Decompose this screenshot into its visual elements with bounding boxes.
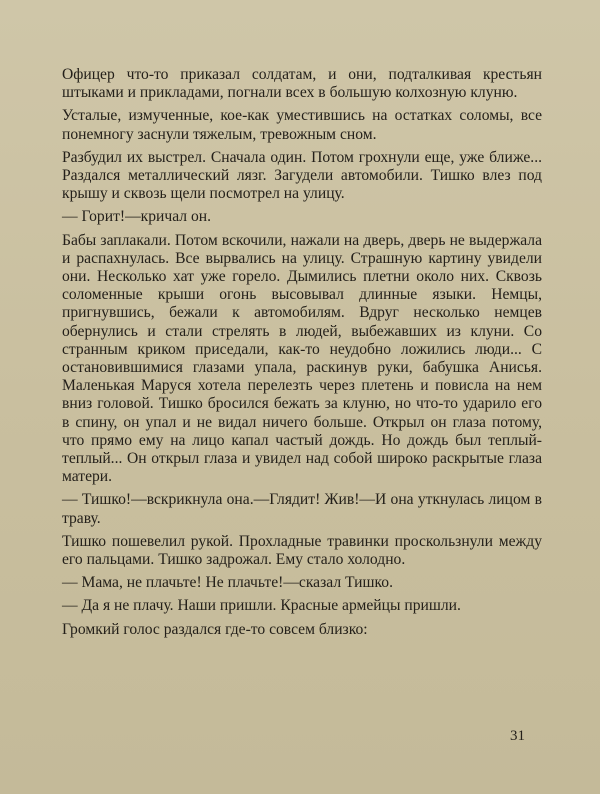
paragraph-2: Усталые, измученные, кое-как уместившись на остатках соломы, все понемногу заснули тяжелым, тревожным сном. [62,107,542,143]
page-number: 31 [510,728,525,744]
paragraph-8: — Мама, не плачьте! Не плачьте!—сказал Тишко. [62,574,393,592]
paragraph-7: Тишко пошевелил рукой. Прохладные травинки проскользнули между его пальцами. Тишко задрожал. Ему стало холодно. [62,532,542,569]
paragraph-1: Офицер что-то приказал солдатам, и они, подталкивая крестьян штыками и прикладами, погнали всех в большую колхозную клуню. [62,66,542,102]
paragraph-6: — Тишко!—вскрикнула она.—Глядит! Жив!—И она уткнулась лицом в траву. [62,491,542,527]
paragraph-10: Громкий голос раздался где-то совсем близко: [62,620,368,638]
paragraph-3: Разбудил их выстрел. Сначала один. Потом грохнули еще, уже ближе... Раздался металлический лязг. Загудели автомобили. Тишко влез под крышу и сквозь щели посмотрел на улицу. [62,148,542,203]
paragraph-4: — Горит!—кричал он. [62,208,212,226]
page-text [62,66,542,644]
paragraph-9: — Да я не плачу. Наши пришли. Красные армейцы пришли. [62,597,461,615]
paragraph-5: Бабы заплакали. Потом вскочили, нажали на дверь, дверь не выдержала и распахнулась. Все вырвались на улицу. Страшную картину увидели они. Несколько хат уже горело. Дымились плетни около них. Сквозь соломенные крыши огонь высовывал длинные языки. Немцы, пригнувшись, бежали к автомобилям. Вдруг несколько немцев обернулись и стали стрелять в людей, выбежавших из клуни. Со странным криком приседали, как-то неудобно ложились люди... С остановившимися глазами упала, раскинув руки, бабушка Анисья. Маленькая Маруся хотела перелезть через плетень и повисла на нем вниз головой. Тишко бросился бежать за клуню, но что-то ударило его в спину, он упал и не видал ничего больше. Открыл он глаза потому, что прямо ему на лицо капал частый дождь. Но дождь был теплый-теплый... Он открыл глаза и увидел над собой широко раскрытые глаза матери. [62,231,542,486]
